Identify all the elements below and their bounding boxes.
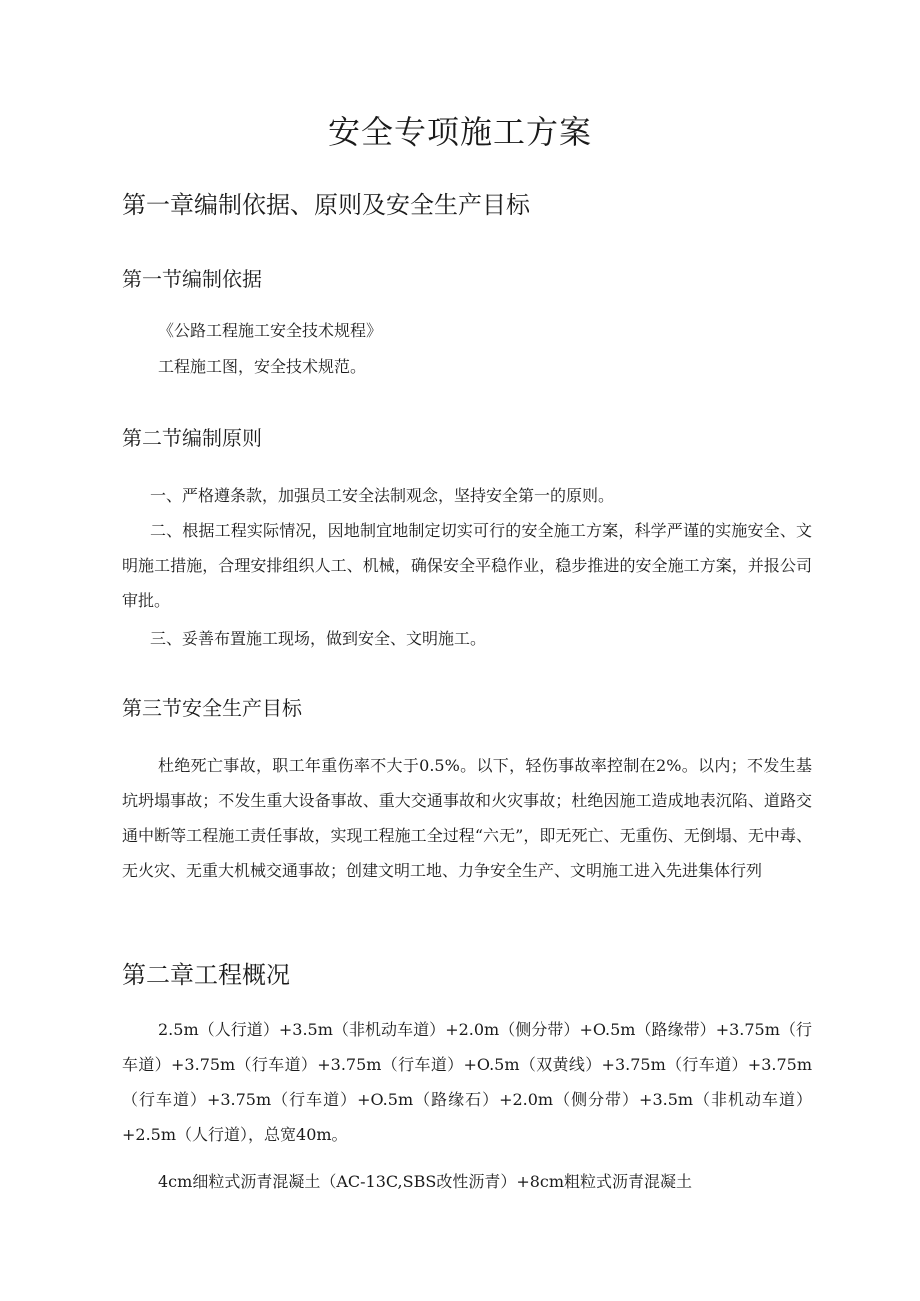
- safety-goal-paragraph: 杜绝死亡事故，职工年重伤率不大于0.5%。以下，轻伤事故率控制在2%。以内；不发生基坑坍塌事故；不发生重大设备事故、重大交通事故和火灾事故；杜绝因施工造成地表沉陷、道路交通中断等工程施工责任事故，实现工程施工全过程“六无”，即无死亡、无重伤、无倒塌、无中毒、无火灾、无重大机械交通事故；创建文明工地、力争安全生产、文明施工进入先进集体行列: [122, 756, 812, 880]
- section-3-heading: 第三节安全生产目标: [122, 696, 302, 720]
- basis-line-1: 《公路工程施工安全技术规程》: [158, 321, 383, 340]
- section-2-heading: 第二节编制原则: [122, 426, 262, 450]
- principle-item-2: 二、根据工程实际情况，因地制宜地制定切实可行的安全施工方案，科学严谨的实施安全、文明施工措施，合理安排组织人工、机械，确保安全平稳作业，稳步推进的安全施工方案，并报公司审批。: [122, 521, 812, 610]
- principle-item-3: 三、妥善布置施工现场，做到安全、文明施工。: [150, 629, 487, 648]
- chapter-2-heading: 第二章工程概况: [122, 961, 290, 989]
- overview-paragraph-1: 2.5m（人行道）+3.5m（非机动车道）+2.0m（侧分带）+O.5m（路缘带）+3.75m（行车道）+3.75m（行车道）+3.75m（行车道）+O.5m（双黄线）+3.75m（行车道）+3.75m（行车道）+3.75m（行车道）+O.5m（路缘石）+2.0m（侧分带）+3.5m（非机动车道）+2.5m（人行道），总宽40m。: [122, 1020, 812, 1144]
- section-1-heading: 第一节编制依据: [122, 267, 262, 291]
- document-title: 安全专项施工方案: [327, 113, 592, 151]
- basis-line-2: 工程施工图，安全技术规范。: [158, 357, 367, 376]
- principle-item-1: 一、严格遵条款，加强员工安全法制观念，坚持安全第一的原则。: [150, 486, 615, 505]
- chapter-1-heading: 第一章编制依据、原则及安全生产目标: [122, 191, 530, 219]
- overview-paragraph-2: 4cm细粒式沥青混凝土（AC-13C,SBS改性沥青）+8cm粗粒式沥青混凝土: [158, 1172, 693, 1191]
